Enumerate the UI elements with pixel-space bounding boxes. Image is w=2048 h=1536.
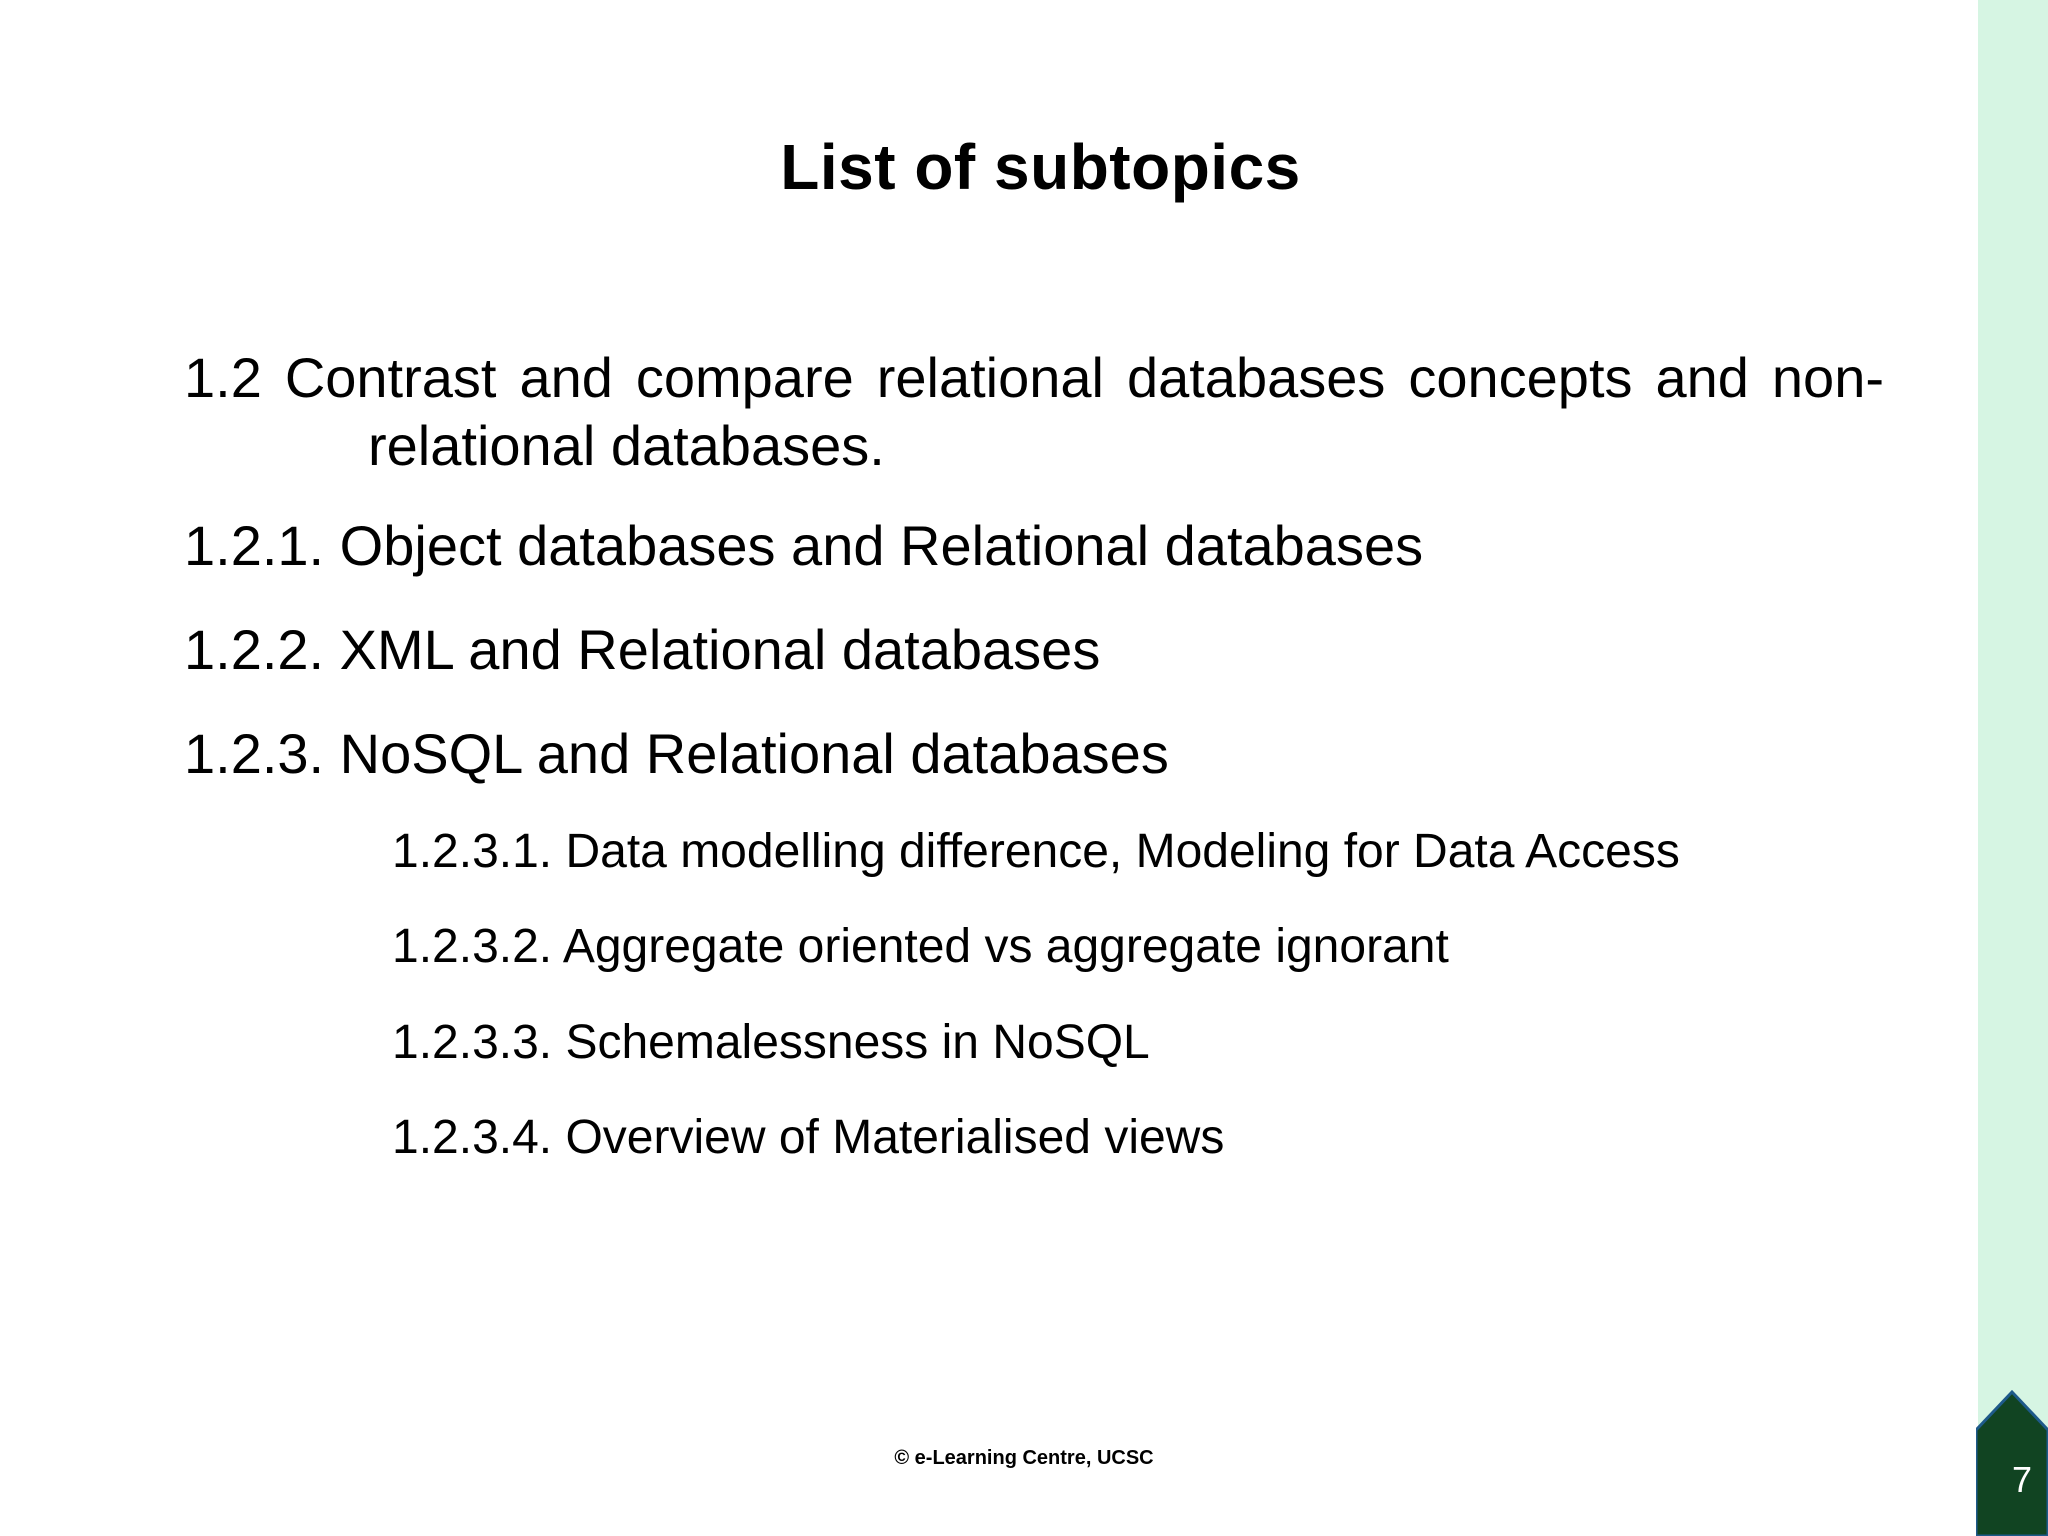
topic-1-2-3: 1.2.3. NoSQL and Relational databases (184, 722, 1169, 785)
subtopic-1-2-3-2: 1.2.3.2. Aggregate oriented vs aggregate ignorant (392, 920, 1449, 973)
topic-1-2-line2: relational databases. (368, 414, 885, 477)
topic-1-2-line1: 1.2 Contrast and compare relational databases concepts and non- (184, 346, 1884, 409)
topic-1-2-1: 1.2.1. Object databases and Relational databases (184, 514, 1424, 577)
topic-1-2-2: 1.2.2. XML and Relational databases (184, 618, 1101, 681)
side-band (1978, 0, 2048, 1536)
subtopic-1-2-3-1: 1.2.3.1. Data modelling difference, Modeling for Data Access (392, 825, 1680, 878)
copyright-footer: © e-Learning Centre, UCSC (894, 1447, 1154, 1469)
subtopic-1-2-3-4: 1.2.3.4. Overview of Materialised views (392, 1111, 1225, 1164)
slide-title: List of subtopics (780, 131, 1301, 203)
page-number: 7 (2011, 1459, 2032, 1500)
topic-1-2 (184, 344, 1884, 480)
subtopic-1-2-3-3: 1.2.3.3. Schemalessness in NoSQL (392, 1016, 1150, 1069)
